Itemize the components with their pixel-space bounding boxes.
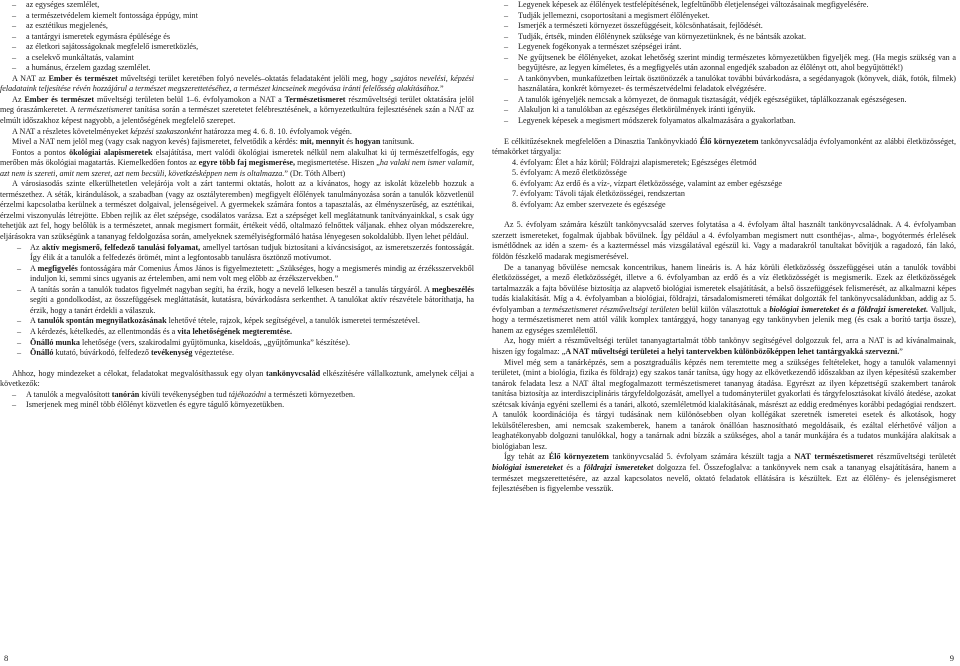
- paragraph-okologiai: Fontos a pontos ökológiai alapismeretek elsajátítása, mert valódi ökológiai ismeretek nélkül nem alakulhat ki új természetfelfogás, egy merőben más ökológiai magatartás. Kiemelkedően fontos az egyre több faj megismerése, megismertetése. Hiszen „ha valaki nem ismer valamit, azt nem is szereti, amit nem szeret, azt nem becsüli, követkzésképpen nem is oltalmazza.” (Dr. Tóth Albert): [0, 147, 475, 178]
- page-number: 9: [949, 653, 954, 663]
- left-top-bullets: [0, 0, 474, 74]
- paragraph-tananyag-bovulese: De a tananyag bővülése nemcsak koncentrikus, hanem lineáris is. A ház körüli életközösség összefüggései után a tanulók további életközösséget, a mező életközösségét, illetve a 6. évfolyamban az erdő és a víz életközösségét is megismerik. Ezek az életközösségek tartalmazzák a fajta bővülése biztosítja az alapvető biológiai ismeretek elsajátítását, a belső összefüggések felismerését, az alkalmazni képes tudás kialakítását. Míg a 4. évfolyamban a biológiai, földrajzi, társadalomismereti témákat dolgozták fel tankönyvcsaládunkban, addig az 5. évfolyamban a természetismeret részműveltségi területen belül külön választottuk a biológiai ismereteket és a földrajzi ismereteket. Valljuk, hogy a természetismeret nem attól válik komplex tantárggyá, hogy tananyag egy tankönyvben jelenik meg (és csak a borító tartja össze), hanem az egységes szemlélettől.: [492, 262, 956, 335]
- list-item: – a humánus, érzelem gazdag szemlélet.: [12, 63, 151, 73]
- list-item: – Ismerjék a természeti környezet összefüggéseit, kölcsönhatásait, fejlődését.: [504, 21, 763, 31]
- list-item: – az életkori sajátosságoknak megfelelő ismeretközlés,: [12, 42, 199, 52]
- list-item: – Legyenek fogékonyak a természet szépségei iránt.: [504, 42, 682, 52]
- list-item: – Ismerjenek meg minél több élőlényt közvetlen és egyre tágulő környezetükben.: [12, 400, 285, 410]
- list-item: 4. évfolyam: Élet a ház körül; Földrajzi alapismeretek; Egészséges életmód: [512, 157, 757, 167]
- list-item: 7. évfolyam: Távoli tájak életközösségei, rendszertan: [512, 189, 685, 199]
- list-item: – A tanulók spontán megnyilatkozásának lehetővé tétele, rajzok, képek segítségével, a tanulók ismeretei természetével.: [17, 316, 420, 326]
- left-text-column: [0, 0, 474, 411]
- list-item: – A tanítás során a tanulók tudatos figyelmét nagyban segíti, ha érzik, hogy a nevelő lelkesen beszél a tanulás tárgyáról. A megbeszélés segíti a gondolkodást, az összefüggések megláttatását, kutatásra, búvárkodásra serkenthet. A tanulókat aktív részvétele bátoríthatja, ha érzik, hogy a tanárt érdekli a válaszuk.: [17, 284, 474, 315]
- list-item: – a tantárgyi ismeretek egymásra épülésége és: [12, 31, 171, 41]
- right-top-bullets: [492, 0, 956, 127]
- left-bottom-bullets: [0, 390, 474, 411]
- list-item: – Önálló munka lehetősége (vers, szakirodalmi gyűjtömunka, kiseldoás, „gyűjtőmunka” készítése).: [17, 337, 350, 347]
- list-item: – a cselekvő munkáltatás, valamint: [12, 52, 134, 62]
- list-item: – az egységes szemlélet,: [12, 0, 100, 9]
- paragraph-tanarkepzes: Mivel még sem a tanárképzés, sem a posztgraduális képzés nem teremtette meg a szükséges feltételeket, hogy a tanulók valamennyi területet, (mint a biológia, fizika és földrajz) egy szakos tanár tanítsa, úgy hogy az elkövetkezendő időszakban az ilyen képesítésű szakember tanárok feladata lesz a NAT által megfogalmazott természetismeret tananyag átadása. Egyrészt az ilyen képzettségű szakembert tanárok tanítása biztosítja az interdiszciplináris tárgyfeldolgozását, amellyel a tudományterület gyakorlati és tárgyfelosztásokat kíváló átedése, azokat szétcsak kívánja egyéni szellemi és a tanári, alkotó, szemléletmód kialakításának, másrészt az eddig eredményes korábbi pedagógiai rendszert. A tanulók koordinációja és tárgyi tudásának nem különösebben olyan kollégákat szeretnék ismeretei esetek és alkotások, hogy lekülsőtéleresben, ami nemcsak szakemberek, hanem a tanárok önállóan hasznosítható megoldásaik, és ezáltal elérhetővé váljon a leaghatékonyabb dolgozni tanulókkal, hogy a tanárnak adni bízzák a szükséges, ahol a tanár munkájára és a tudatos munkájára alakítsak a biológiaban lesz.: [492, 357, 956, 451]
- list-item: – Legyenek képesek a megismert módszerek folyamatos alkalmazására a gyakorlatban.: [504, 116, 796, 126]
- list-item: – A megfigyelés fontosságára már Comenius Ámos János is figyelmeztetett: „Szükséges, hogy a megismerés mindig az érzéksszervekből induljon ki, semmi sincs ugyanis az értelemben, ami nem volt meg előbb az érzékszervekben.”: [17, 263, 474, 284]
- list-item: – A tanulók igényeljék nemcsak a környezet, de önmaguk tisztaságát, védjék egészségüket, táplálkozzanak egészségesen.: [504, 94, 907, 104]
- paragraph-osszefoglalva: Így tehát az Élő környezetem tankönyvcsalád 5. évfolyam számára készült tagja a NAT természetismeret részműveltségi területét biológiai ismereteket és a földrajzi ismereteket dolgozza fel. Összefoglalva: a tankönyvek nem csak a tananyag elsajátítására, hanem a természet megszerettetésére, az azzal kapcsolatos nevelő, oktató feladatok ellátására is készültek. Ezt az élőlény- és jelenségismeret fejlesztésében is figyelembe vesszük.: [492, 452, 957, 494]
- list-item: – A kérdezés, kételkedés, az ellentmondás és a vita lehetőségének megteremtése.: [17, 326, 293, 336]
- page-number: 8: [4, 653, 9, 663]
- paragraph-termeszetismeret: Az Ember és természet műveltségi területen belül 1–6. évfolyamokon a NAT a Természetismeret részműveltségi terület oktatására jelöl meg óraszámkeretet. A természetismeret tanítása során a természet szeretetet felébresztésének, a környezetkultúra fejlesztésének szán a NAT az elmúlt időszakhoz képest nagyobb, a jelentőségének megfelelő szerepet.: [0, 94, 474, 126]
- paragraph-mit-mennyit: Mivel a NAT nem jelöl meg (vagy csak nagyon kevés) fajismeretet, felvetődik a kérdés: mit, mennyit és hogyan tanítsunk.: [12, 137, 415, 147]
- paragraph-tankonyvcsalad: Ahhoz, hogy mindezeket a célokat, feladatokat megvalósíthassuk egy olyan tankönyvcsalád elkészítésére vállalkoztunk, amelynek céljai a következők:: [0, 368, 474, 389]
- list-item: 5. évfolyam: A mező életközössége: [512, 168, 627, 178]
- paragraph-5-evfolyam: Az 5. évfolyam számára készült tankönyvcsalád szerves folytatása a 4. évfolyam által használt tankönyvcsaládnak. A 4. évfolyamban szerzett ismereteket, fogalmak újabbak bővülnek. Így például a 4. évfolyamban megismert nutt csonthéjas-, alma-, bogyótermés érlelések ismétlődnek az idén a szem- és a kazterméssel más vizsgálatával egészül ki. Vagy a madarakról tanultakat bővítjük a ragadozó, fán lakó, földön fészkelő madarak megismerésével.: [492, 220, 956, 262]
- paragraph-kovetelmenyek: A NAT a részletes követelményeket képzési szakaszonként határozza meg 4. 6. 8. 10. évfolyamok végén.: [12, 126, 352, 136]
- paragraph-celkituzesek: E célkitűzéseknek megfelelően a Dinasztia Tankönyvkiadó Élő környezetem tankönyvcsaládja évfolyamonként az alábbi életközösséget, témakörket tárgyalja:: [492, 136, 956, 157]
- left-page: [0, 0, 474, 666]
- list-item: – A tankönyvben, munkafüzetben leírtak ösztönözzék a tanulókat további búvárkodásra, a segédanyagok (könyvek, diák, fotók, filmek) használatára, konkrét környezet- és természetvédelmi feladatok elvégzésére.: [504, 73, 956, 94]
- list-item: – az esztétikus megjelenés,: [12, 21, 108, 31]
- list-item: – Tudják jellemezni, csoportosítani a megismert élőlényeket.: [504, 10, 710, 20]
- list-item: – a természetvédelem kiemelt fontossága éppúgy, mint: [12, 10, 198, 20]
- list-item: 6. évfolyam: Az erdő és a víz-, vízpart életközössége, valamint az ember egészsége: [512, 178, 783, 188]
- paragraph-varosiasodas: A városiasodás szinte elkerülhetetlen velejárója volt a zárt tantermi oktatás, holott az a kívánatos, hogy az iskolát közelebb hozzuk a természethez. A séták, kirándulások, a szabadban (vagy az osztályteremben) megfigyelt élőlények tanulmányozása során a tanulók közvetlenül érzelmi kapcsolatba kerülnek a természet dolgaival, jelenségeivel. A gyermekek számára fontos a tapasztalás, az élményszerűség, az esztétikai, érzelmi viszonyulás létrejötte. Ebben rejlik az élet szépsége, csodálatos varázsa. Ezt a szépséget kell meglátatnunk tanítványainkkal, s csak úgy tehetjük azt fel, hogy belőlük is a természetet, annak megismert formáit, értékeit védő, oltalmazó felnőttek váljanak. ehhez olyan módszerekre, eljárásokra van szükségünk a tananyag feldolgozása során, amelyeknek személyiségformáló hatása lényegesen sokoldalúbb. Ilyen lehet például.: [0, 179, 474, 242]
- list-item: – A tanulók a megvalósított tanórán kívüli tevékenységben tud tájékozódni a természeti környezetben.: [12, 389, 356, 399]
- list-item: – Legyenek képesek az élőlények testfelépítésének, legfeltűnőbb életjelenségei változásainak megfigyelésére.: [504, 0, 869, 9]
- right-page: [484, 0, 960, 666]
- list-item: – Önálló kutató, búvárkodó, felfedező tevékenység végeztetése.: [17, 348, 234, 358]
- method-bullets: [0, 243, 474, 359]
- list-item: – Alakuljon ki a tanulókban az egészséges életkörülmények iránti igényük.: [504, 105, 756, 115]
- paragraph-nat-ember: A NAT az Ember és természet műveltségi terület keretében folyó nevelés–oktatás feladataként jelöli meg, hogy „sajátos nevelési, képzési feladataink teljesítése révén hozzájárul a természet megszerettetéséhez, a természet kincseinek megóvása iránti felelősség alakításához.”: [0, 73, 475, 94]
- paragraph-nat-kivanalmai: Az, hogy miért a részműveltségi terület tananyagtartalmát több tankönyv segítségével dolgozzuk fel, arra a NAT is ad kívánalmainak, hiszen így fogalmaz: „A NAT műveltségi területei a helyi tantervekben különbözőképpen lehet tantárgyakká szervezni.”: [492, 336, 956, 356]
- list-item: – Az aktív megismerő, felfedező tanulási folyamat, amellyel tartósan tudjuk biztosítani a kíváncsiságot, az ismeretszerzés fontosságát. Így élik át a tanulók a felfedezés örömét, mint a legfontosabb tanulásra ösztönző motívumot.: [17, 242, 474, 263]
- grade-list: [492, 158, 956, 211]
- list-item: – Tudják, értsék, minden élőlénynek szüksége van környezetünknek, és ne bántsák azokat.: [504, 31, 807, 41]
- list-item: 8. évfolyam: Az ember szervezete és egészsége: [512, 199, 666, 209]
- right-text-column: [492, 0, 956, 495]
- list-item: – Ne gyűjtsenek be élőlényeket, azokat lehetőség szerint mindig természetes környezetükben figyeljék meg. (Ha megis szükség van a begyűjtésre, az legyen kíméletes, és a megfigyelés után azonnal engedjék szabadon az élőlényt ott, ahol begyűjtötték!): [504, 52, 956, 73]
